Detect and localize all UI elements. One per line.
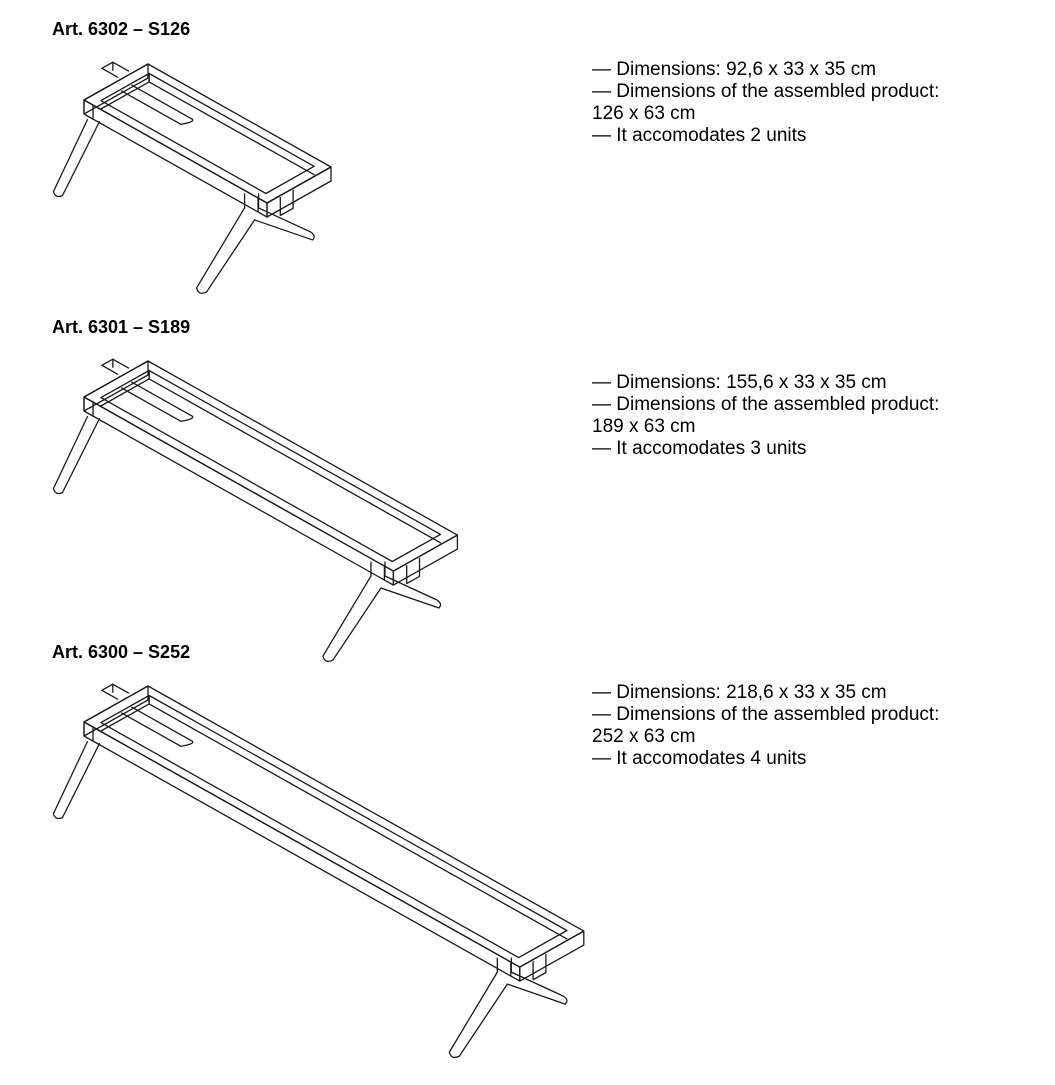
product-title: Art. 6301 – S189 xyxy=(52,317,191,337)
spec-assembled-label: — Dimensions of the assembled product: xyxy=(592,394,940,415)
spec-assembled-label: — Dimensions of the assembled product: xyxy=(592,81,940,102)
spec-units: — It accomodates 4 units xyxy=(592,748,807,769)
frame-top-outer xyxy=(84,686,584,967)
frame-top-inner xyxy=(101,696,567,958)
frame-inner-wall xyxy=(149,696,567,939)
product-title: Art. 6300 – S252 xyxy=(52,642,191,662)
leg-left xyxy=(53,742,99,819)
spec-dimensions: — Dimensions: 92,6 x 33 x 35 cm xyxy=(592,59,877,80)
spec-assembled-value: 252 x 63 cm xyxy=(592,726,696,747)
spec-assembled-label: — Dimensions of the assembled product: xyxy=(592,704,940,725)
tenon-left xyxy=(102,684,129,699)
spec-dimensions: — Dimensions: 218,6 x 33 x 35 cm xyxy=(592,682,887,703)
spec-units: — It accomodates 3 units xyxy=(592,438,807,459)
spec-assembled-value: 189 x 63 cm xyxy=(592,416,696,437)
leg-right-front xyxy=(449,972,507,1057)
product-specs xyxy=(592,682,939,770)
spec-assembled-value: 126 x 63 cm xyxy=(592,103,696,124)
spec-dimensions: — Dimensions: 155,6 x 33 x 35 cm xyxy=(592,372,887,393)
product-title: Art. 6302 – S126 xyxy=(52,19,191,39)
frame-front-face xyxy=(84,722,520,981)
spec-units: — It accomodates 2 units xyxy=(592,125,807,146)
